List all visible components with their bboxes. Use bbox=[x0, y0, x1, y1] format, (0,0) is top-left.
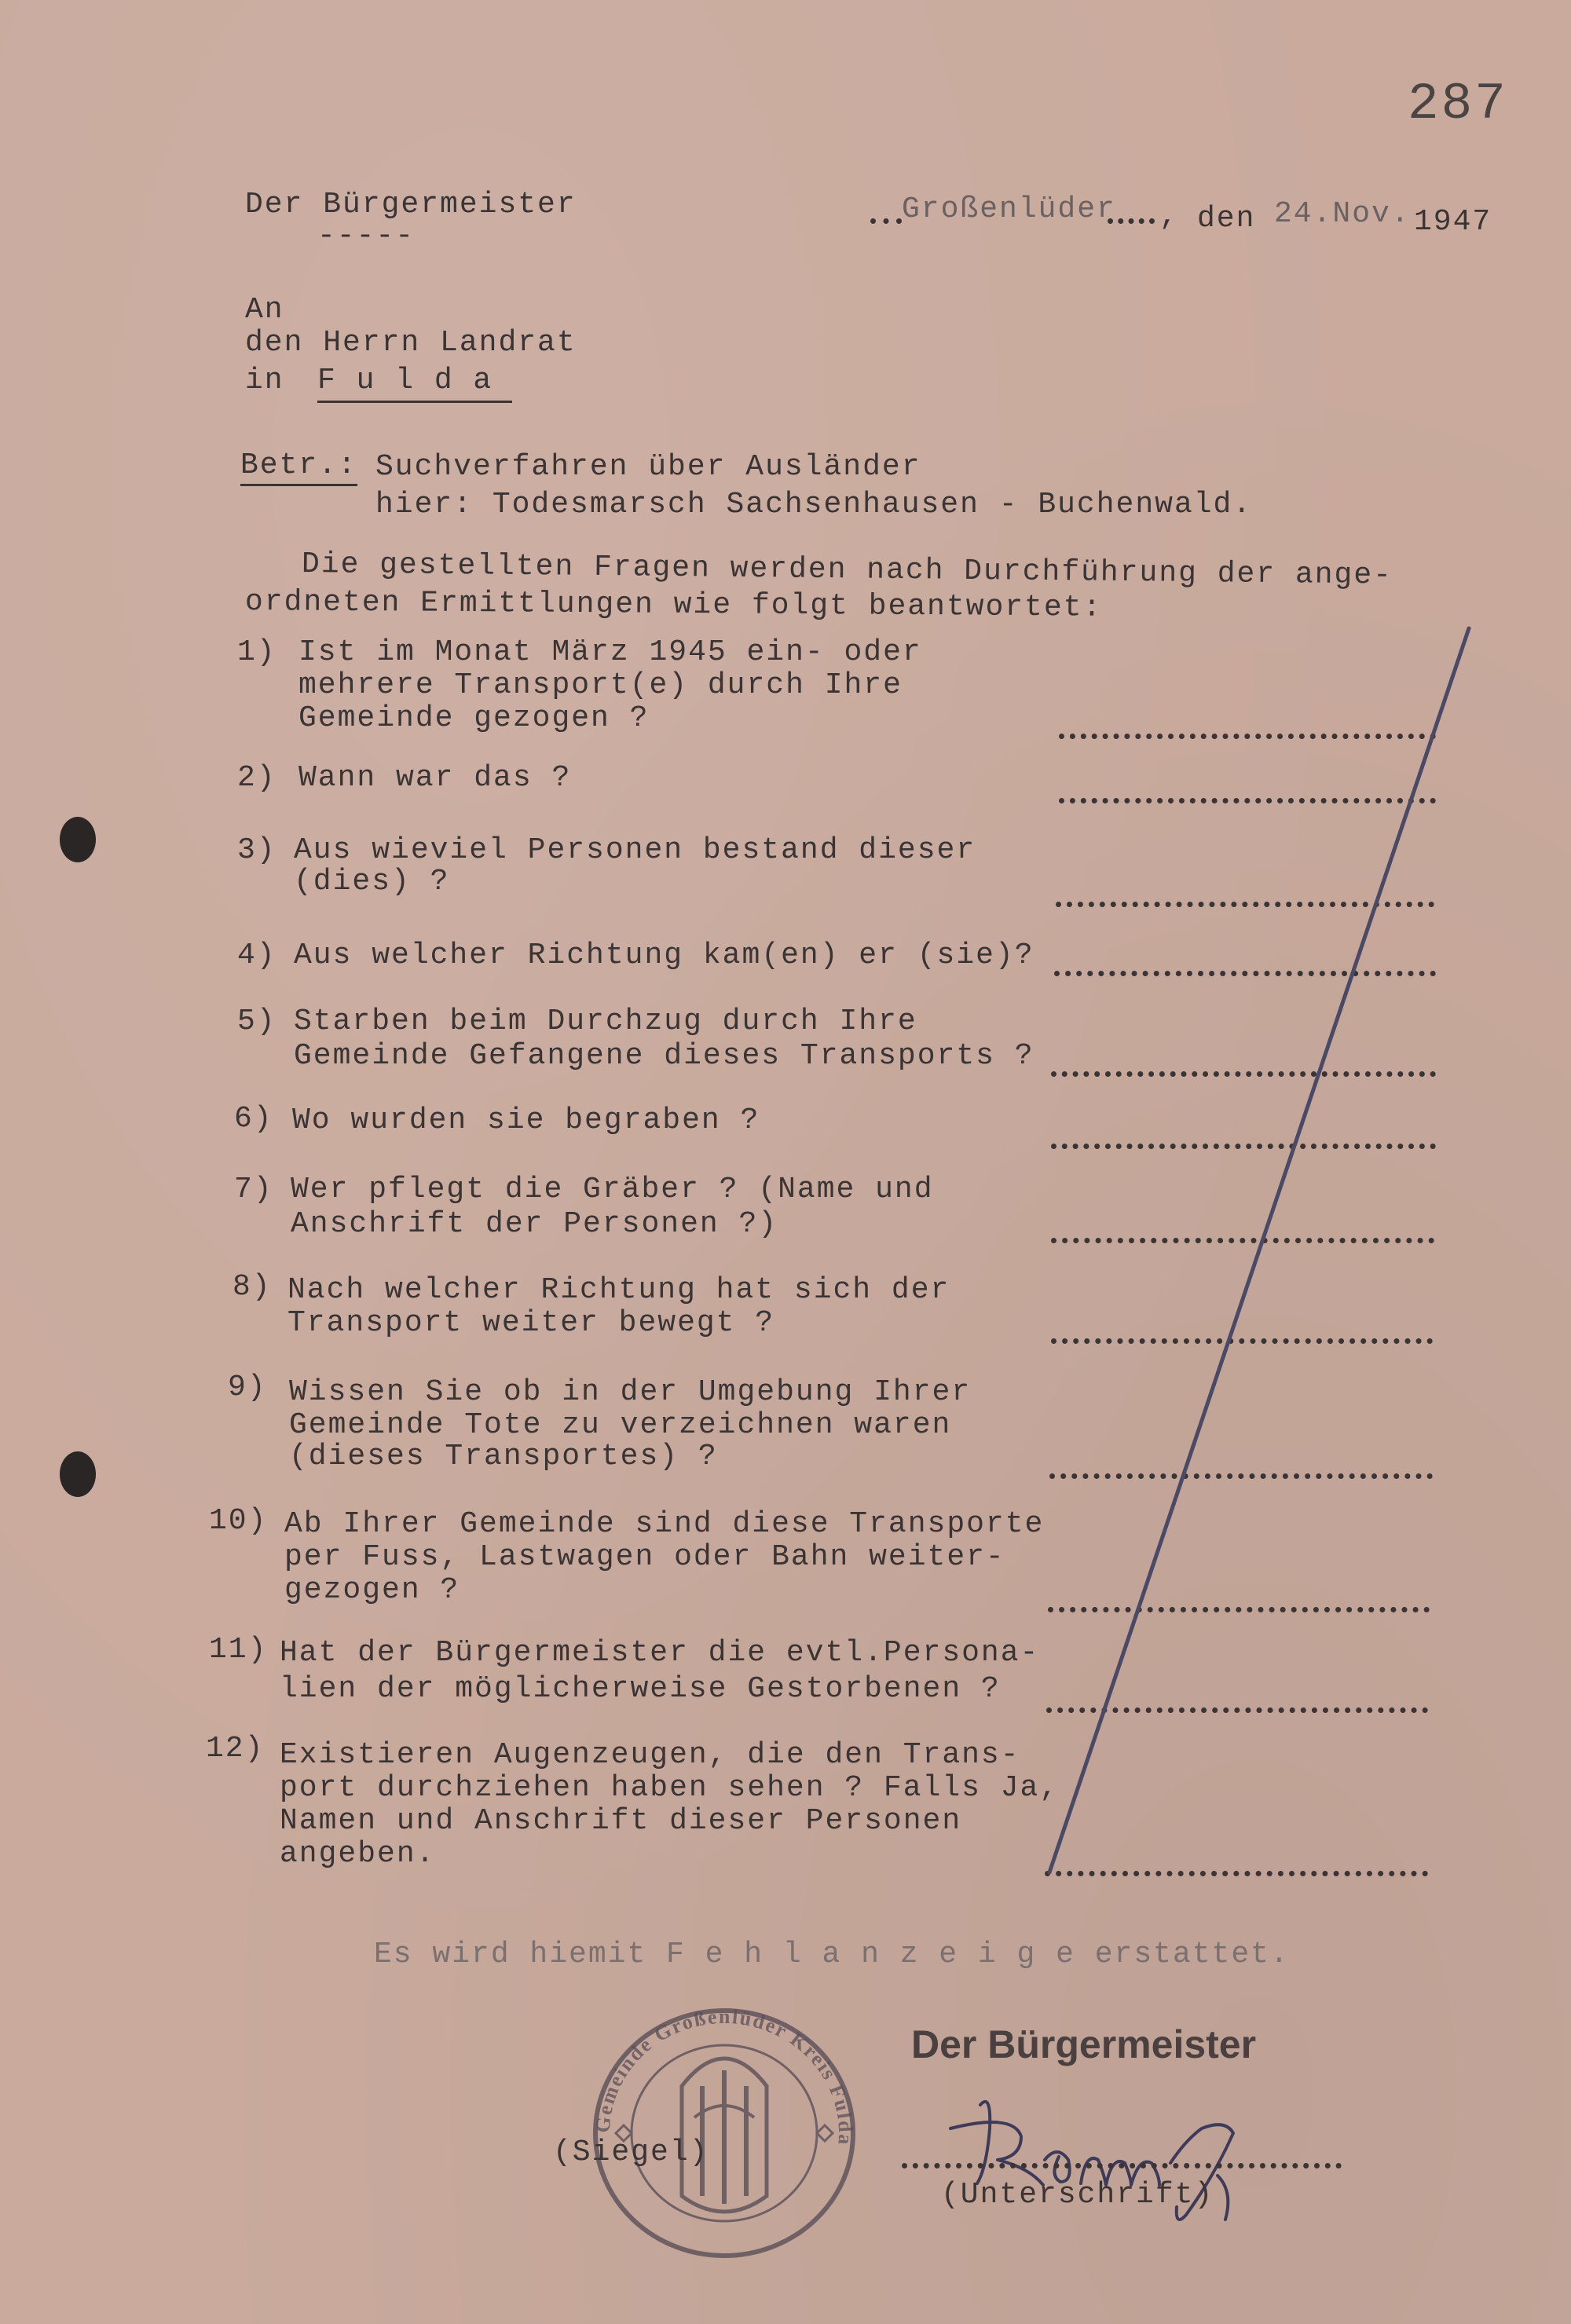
sender: Der Bürgermeister bbox=[245, 188, 577, 221]
document-page: 287 Der Bürgermeister ----- Großenlüder , den 24.Nov. 1947 An den Herrn Landrat in F u l d a Betr.: Suchverfahren über Ausländer hier: Todesmarsch Sachsenhausen - Buchenwald. Die gestellten Fragen werden nach Durchführung der ange- ordneten Ermittlungen wie folgt beantwortet: 1) Ist im Monat März 1945 ein- oder mehrere Transport(e) durch Ihre Gemeinde gezogen ? 2) Wann war das ? 3) Aus wieviel Personen bestand dieser (dies) ? 4) Aus welcher Richtung kam(en) er (sie)? 5) Starben beim Durchzug durch Ihre Gemeinde Gefangene dieses Transports ? 6) Wo wurden sie begraben ? 7) Wer pflegt die Gräber ? (Name und Anschrift der Personen ?) 8) Nach welcher Richtung hat sich der Transport weiter bewegt ? 9) Wissen Sie ob in der Umgebung Ihrer Gemeinde Tote zu verzeichnen waren (dieses Transportes) ? 10) Ab Ihrer Gemeinde sind diese Transporte per Fuss, Lastwagen oder Bahn weiter- gezogen ? 11) Hat der Bürgermeister die evtl.Persona- lien der möglicherweise Gestorbenen ? 12) Existieren Augenzeugen, die den Trans- port durchziehen haben sehen ? Falls Ja, Namen und Anschrift dieser Personen angeben. Es wird hiemit F e h l a n z e i g e erstattet. Gemeinde Großenlüder Kreis Fulda (Siegel) Der Bürgermeister (Unterschrift) bbox=[0, 0, 1571, 2324]
question-number: 7) bbox=[234, 1173, 273, 1206]
question-number: 4) bbox=[237, 939, 276, 972]
question-number: 9) bbox=[228, 1371, 267, 1404]
date-prefix: den bbox=[1197, 202, 1256, 236]
question-line: port durchziehen haben sehen ? Falls Ja, bbox=[280, 1771, 1060, 1805]
date-day-month: 24.Nov. bbox=[1274, 197, 1411, 231]
address-in: in bbox=[245, 364, 284, 397]
subject-line-1: Suchverfahren über Ausländer bbox=[375, 450, 921, 484]
question-number: 2) bbox=[237, 761, 276, 795]
place: Großenlüder bbox=[902, 192, 1116, 226]
question-line: angeben. bbox=[280, 1837, 436, 1871]
intro-line-1: Die gestellten Fragen werden nach Durchführung der ange- bbox=[301, 547, 1393, 593]
question-line: Namen und Anschrift dieser Personen bbox=[280, 1804, 962, 1838]
question-line: Wo wurden sie begraben ? bbox=[292, 1103, 760, 1137]
question-line: Starben beim Durchzug durch Ihre bbox=[294, 1005, 917, 1038]
question-line: mehrere Transport(e) durch Ihre bbox=[298, 668, 903, 702]
question-number: 3) bbox=[237, 833, 276, 867]
question-line: Gemeinde gezogen ? bbox=[298, 701, 650, 735]
question-line: Aus wieviel Personen bestand dieser bbox=[294, 833, 976, 867]
address-city: F u l d a bbox=[317, 364, 512, 403]
question-line: Wissen Sie ob in der Umgebung Ihrer bbox=[289, 1375, 972, 1409]
sender-underline: ----- bbox=[317, 219, 416, 253]
intro-line-2: ordneten Ermittlungen wie folgt beantwortet: bbox=[244, 585, 1103, 625]
question-number: 10) bbox=[209, 1504, 268, 1538]
page-number: 287 bbox=[1408, 75, 1508, 134]
question-number: 6) bbox=[234, 1102, 273, 1136]
question-line: Wann war das ? bbox=[298, 761, 572, 795]
seal-text: Gemeinde Großenlüder Kreis Fulda bbox=[591, 2004, 858, 2147]
question-line: Gemeinde Tote zu verzeichnen waren bbox=[289, 1408, 952, 1442]
subject-label: Betr.: bbox=[240, 449, 357, 486]
address-line-2: den Herrn Landrat bbox=[245, 326, 577, 360]
official-seal bbox=[584, 2000, 864, 2267]
signature-label: (Unterschrift) bbox=[941, 2178, 1214, 2212]
question-number: 11) bbox=[209, 1633, 268, 1667]
question-line: Existieren Augenzeugen, die den Trans- bbox=[280, 1738, 1020, 1772]
closing-statement: Es wird hiemit F e h l a n z e i g e erstattet. bbox=[374, 1938, 1290, 1971]
question-line: gezogen ? bbox=[284, 1573, 460, 1607]
question-number: 5) bbox=[237, 1005, 276, 1038]
question-number: 1) bbox=[237, 635, 276, 669]
question-line: per Fuss, Lastwagen oder Bahn weiter- bbox=[284, 1540, 1005, 1574]
question-line: lien der möglicherweise Gestorbenen ? bbox=[280, 1672, 1001, 1706]
question-line: (dieses Transportes) ? bbox=[289, 1440, 718, 1473]
question-line: Wer pflegt die Gräber ? (Name und bbox=[291, 1173, 934, 1206]
signature-dotted-line bbox=[902, 2155, 1342, 2168]
seal-label: (Siegel) bbox=[553, 2136, 709, 2169]
question-line: (dies) ? bbox=[294, 865, 450, 898]
question-number: 12) bbox=[206, 1732, 265, 1766]
question-number: 8) bbox=[233, 1270, 272, 1304]
question-line: Ist im Monat März 1945 ein- oder bbox=[298, 635, 922, 669]
question-line: Nach welcher Richtung hat sich der bbox=[287, 1273, 950, 1307]
question-line: Aus welcher Richtung kam(en) er (sie)? bbox=[294, 939, 1035, 972]
question-line: Ab Ihrer Gemeinde sind diese Transporte bbox=[284, 1507, 1045, 1541]
subject-line-2: hier: Todesmarsch Sachsenhausen - Buchenwald. bbox=[375, 488, 1253, 522]
question-line: Hat der Bürgermeister die evtl.Persona- bbox=[280, 1636, 1040, 1670]
signature-stamp: Der Bürgermeister bbox=[911, 2022, 1257, 2066]
year: 1947 bbox=[1414, 205, 1492, 239]
question-line: Gemeinde Gefangene dieses Transports ? bbox=[294, 1039, 1035, 1073]
question-line: Transport weiter bewegt ? bbox=[287, 1306, 775, 1340]
address-line-1: An bbox=[245, 293, 284, 327]
question-line: Anschrift der Personen ?) bbox=[291, 1207, 778, 1241]
